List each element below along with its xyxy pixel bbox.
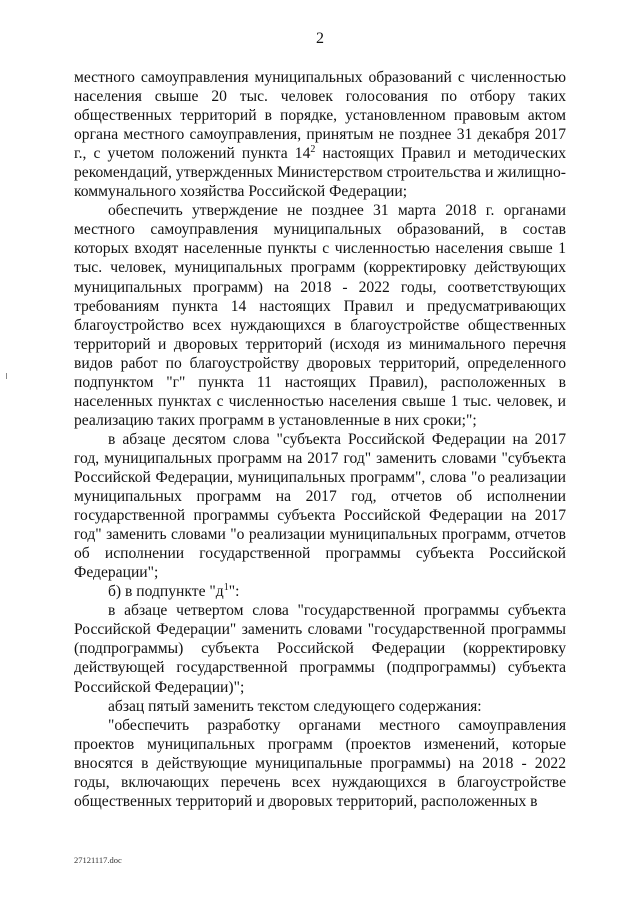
paragraph-subitem-b: б) в подпункте "$д^1$": [108, 582, 240, 601]
paragraph-fifth-clause: абзац пятый заменить текстом следующего содержания: [108, 697, 482, 715]
paragraph-approval: обеспечить утверждение не позднее 31 марта 2018 г. органами местного самоуправления муниципальных образований, в состав которых входят населенные пункты с численностью населения свыше 1 тыс. человек, муниципальных программ (корректировку действующих муниципальных программ) на 2018 - 2022 годы, соответствующих требованиям пункта 14 настоящих Правил и предусматривающих благоустройство всех нуждающихся в благоустройстве общественных территорий и дворовых территорий (исходя из минимального перечня видов работ по благоустройству дворовых территорий, определенного подпунктом "г" пункта 11 настоящих Правил), расположенных в населенных пунктах с численностью населения свыше 1 тыс. человек, и реализацию таких программ в установленные в них сроки;"; [74, 202, 566, 429]
paragraph-continuation: местного самоуправления муниципальных образований с численностью населения свыше 20 тыс. человек голосования по отбору таких общественных территорий в порядке, установленном правовым актом органа местного самоуправления, принятым не позднее 31 декабря 2017 г., с учетом положений пункта $14^2$ настоящих Правил и методических рекомендаций, утвержденных Министерством строительства и жилищно-коммунального хозяйства Российской Федерации; [74, 69, 567, 201]
page-number: 2 [316, 30, 324, 47]
document-body [74, 68, 566, 811]
paragraph-fourth-clause: в абзаце четвертом слова "государственной программы субъекта Российской Федерации" заменить словами "государственной программы (подпрограммы) субъекта Российской Федерации (корректировку действующей государственной программы (подпрограммы) субъекта Российской Федерации)"; [74, 602, 566, 696]
paragraph-tenth-clause: в абзаце десятом слова "субъекта Российской Федерации на 2017 год, муниципальных программ на 2017 год" заменить словами "субъекта Российской Федерации, муниципальных программ", слова "о реализации муниципальных программ на 2017 год, отчетов об исполнении государственной программы субъекта Российской Федерации на 2017 год" заменить словами "о реализации муниципальных программ, отчетов об исполнении государственной программы субъекта Российской Федерации"; [74, 430, 566, 582]
margin-mark [6, 373, 7, 379]
paragraph-quoted-text: "обеспечить разработку органами местного самоуправления проектов муниципальных программ (проектов изменений, которые вносятся в действующие муниципальные программы) на 2018 - 2022 годы, включающих перечень всех нуждающихся в благоустройстве общественных территорий и дворовых территорий, расположенных в [74, 716, 566, 810]
footer-file-code: 27121117.doc [74, 855, 122, 865]
